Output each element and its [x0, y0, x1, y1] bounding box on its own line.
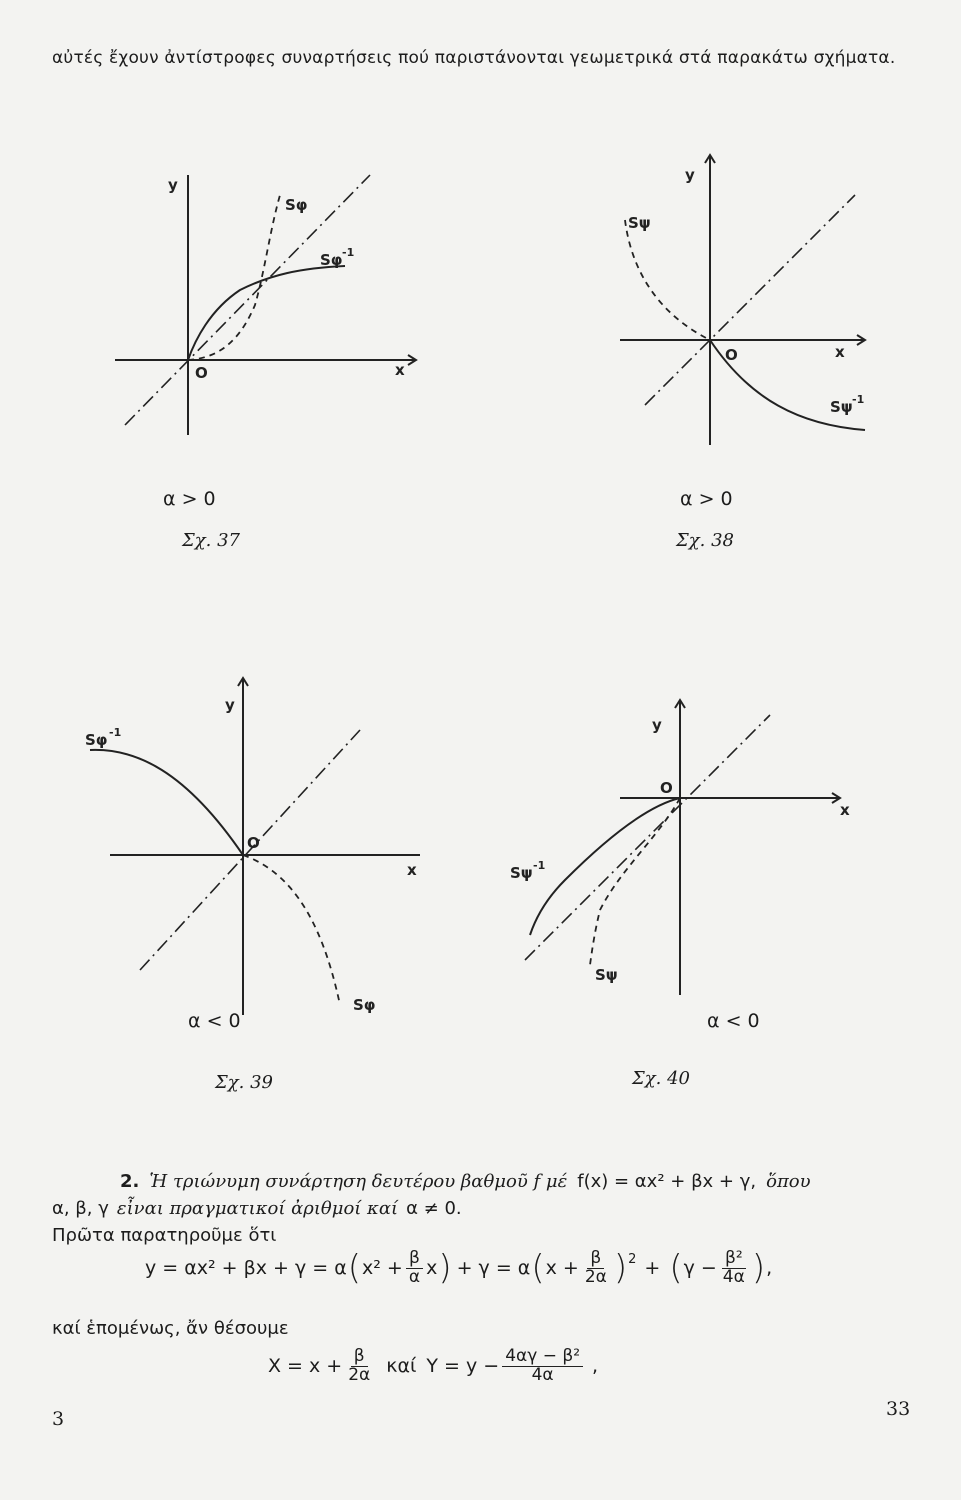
inverse-superscript: -1: [109, 726, 122, 739]
curve-s-phi: [243, 855, 340, 1005]
condition-fig37: α > 0: [163, 488, 216, 510]
inverse-superscript: -1: [342, 246, 355, 259]
formula2-kai: καί: [386, 1355, 417, 1378]
origin-label: O: [247, 834, 260, 852]
fraction-beta-over-2alpha-2: $\frac{\beta}{2\alpha}$: [348, 1346, 371, 1385]
page-footer-left-number: 3: [52, 1408, 65, 1430]
x-axis-label: x: [395, 361, 405, 379]
curve-label-s-phi-inverse: Sφ: [320, 251, 343, 269]
section-2: [52, 1168, 932, 1249]
origin-label: O: [660, 779, 673, 797]
intro-text: αὐτές ἔχουν ἀντίστροφες συναρτήσεις πού παριστάνονται γεωμετρικά στά παρακάτω σχήματα.: [52, 48, 896, 68]
identity-line: [645, 195, 855, 405]
fraction-beta2-over-4alpha: $\frac{\text{β²}}{4\alpha}$: [722, 1248, 745, 1287]
formula1-x-plus: x +: [545, 1257, 579, 1280]
section-line3: Πρῶτα παρατηροῦμε ὅτι: [52, 1225, 277, 1246]
curve-label-s-phi: Sφ: [285, 196, 308, 214]
y-axis-label: y: [225, 696, 235, 714]
curve-label-s-psi: Sψ: [595, 966, 618, 984]
formula1-x2: x² +: [362, 1257, 403, 1280]
caption-fig39: Σχ. 39: [215, 1072, 273, 1093]
x-axis-label: x: [407, 861, 417, 879]
section-number: 2.: [120, 1171, 140, 1192]
curve-label-s-phi-inverse: Sφ: [85, 731, 108, 749]
caption-fig40: Σχ. 40: [632, 1068, 690, 1089]
formula-substitution: [268, 1348, 598, 1385]
curve-s-phi: [188, 195, 280, 360]
inverse-superscript: -1: [852, 393, 865, 406]
formula1-lhs: y = αx² + βx + γ = α: [145, 1257, 347, 1280]
curve-s-phi-inverse: [90, 750, 243, 855]
formula1-comma: ,: [766, 1257, 773, 1280]
page-number: 33: [886, 1398, 911, 1420]
curve-label-s-psi-inverse: Sψ: [510, 864, 533, 882]
figure-39: [75, 670, 455, 1020]
fraction-beta-over-alpha: $\frac{\beta}{\alpha}$: [406, 1250, 423, 1287]
curve-s-psi: [625, 220, 710, 340]
section-line2-greek: α, β, γ: [52, 1198, 109, 1219]
curve-label-s-psi-inverse: Sψ: [830, 398, 853, 416]
formula-completing-square: y = αx² + βx + γ = α ( x² + $\frac{\beta}{\alpha}$ x ) + γ = α ( x + $\frac{\beta}{2\alpha}$ ) $^2$ + ( γ − $\frac{\text{β²}}{4\alpha}$ ) ,: [145, 1248, 773, 1289]
formula2-Y: Y = y −: [426, 1355, 500, 1378]
condition-fig40: α < 0: [707, 1010, 760, 1032]
identity-line: [125, 175, 370, 425]
formula2-X: X = x +: [268, 1355, 343, 1378]
condition-fig38: α > 0: [680, 488, 733, 510]
y-axis-label: y: [168, 176, 178, 194]
section-line1-formula: f(x) = αx² + βx + γ,: [577, 1171, 757, 1192]
y-axis-label: y: [685, 166, 695, 184]
y-axis-label: y: [652, 716, 662, 734]
formula1-exponent: 2: [628, 1252, 637, 1267]
condition-fig39: α < 0: [188, 1010, 241, 1032]
x-axis-label: x: [835, 343, 845, 361]
section-line2-text: εἶναι πραγματικοί ἀριθμοί καί: [116, 1198, 399, 1219]
caption-fig38: Σχ. 38: [676, 530, 734, 551]
figure-38: [600, 150, 890, 450]
section-line2-formula: α ≠ 0.: [406, 1198, 462, 1219]
curve-s-psi-inverse: [530, 798, 680, 935]
section-line4: καί ἑπομένως, ἄν θέσουμε: [52, 1318, 289, 1339]
formula1-after1: x: [426, 1257, 438, 1280]
curve-label-s-phi: Sφ: [353, 996, 376, 1014]
curve-label-s-psi: Sψ: [628, 214, 651, 232]
section-line1-text: Ἡ τριώνυμη συνάρτηση δευτέρου βαθμοῦ f μέ: [149, 1171, 568, 1192]
fraction-beta-over-2alpha: $\frac{\beta}{2\alpha}$: [584, 1248, 607, 1287]
inverse-superscript: -1: [533, 859, 546, 872]
caption-fig37: Σχ. 37: [182, 530, 240, 551]
formula1-gamma-minus: γ −: [683, 1257, 717, 1280]
identity-line: [525, 715, 770, 960]
origin-label: O: [725, 346, 738, 364]
section-line1-end: ὅπου: [766, 1171, 811, 1192]
formula2-comma: ,: [592, 1355, 599, 1378]
formula1-mid: + γ = α: [456, 1257, 531, 1280]
figure-37: [110, 160, 430, 450]
figure-40: [500, 695, 880, 1005]
formula1-plus: +: [644, 1257, 661, 1280]
x-axis-label: x: [840, 801, 850, 819]
origin-label: O: [195, 364, 208, 382]
fraction-discriminant: $\frac{\text{4αγ − β²}}{4\alpha}$: [502, 1348, 583, 1385]
